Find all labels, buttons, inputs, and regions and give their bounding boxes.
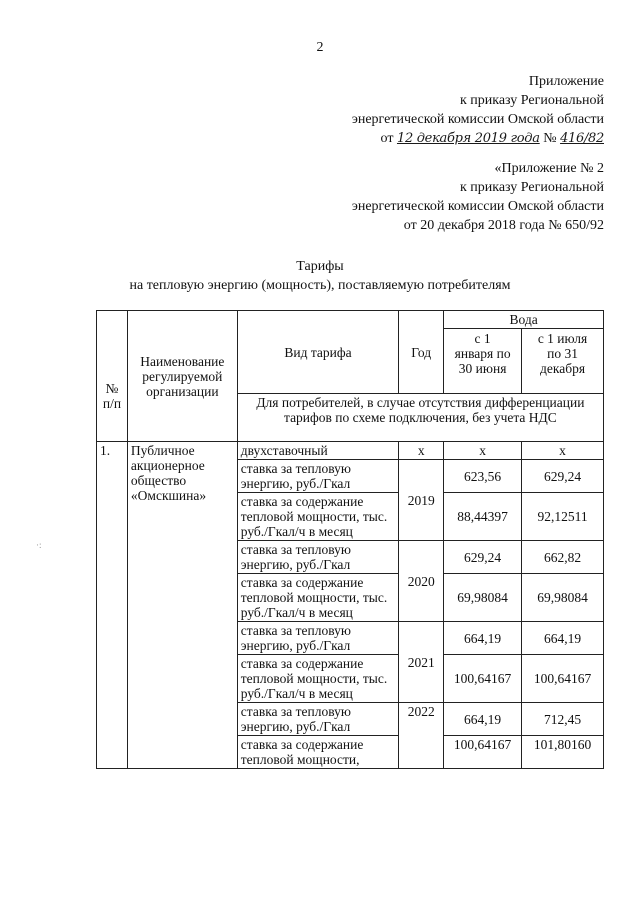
header-note: Для потребителей, в случае отсутствия дифференциации тарифов по схеме подключения, без учета НДС	[237, 394, 603, 442]
table-row	[97, 442, 604, 460]
header-type: Вид тарифа	[237, 311, 399, 394]
energy-value: 623,56	[444, 460, 522, 493]
year-cell: 2019	[399, 460, 444, 541]
energy-value: 629,24	[522, 460, 604, 493]
appendix-line: Приложение	[528, 74, 604, 89]
appendix-line: к приказу Региональной	[459, 180, 604, 195]
capacity-value: 100,64167	[444, 736, 522, 769]
row-number: 1.	[97, 442, 128, 769]
capacity-value: 101,80160	[522, 736, 604, 769]
capacity-rate-label: ставка за содержание тепловой мощности, тыс. руб./Гкал/ч в месяц	[237, 493, 399, 541]
header-period-1: с 1 января по 30 июня	[444, 329, 522, 394]
two-part-v1: х	[444, 442, 522, 460]
energy-rate-label: ставка за тепловую энергию, руб./Гкал	[237, 541, 399, 574]
energy-rate-label: ставка за тепловую энергию, руб./Гкал	[237, 703, 399, 736]
appendix-line: энергетической комиссии Омской области	[351, 112, 604, 127]
page-number: 2	[316, 40, 324, 55]
original-appendix-header	[352, 159, 604, 235]
energy-rate-label: ставка за тепловую энергию, руб./Гкал	[237, 460, 399, 493]
energy-value: 712,45	[522, 703, 604, 736]
appendix-header	[352, 72, 604, 148]
header-org: Наименование регулируемой организации	[127, 311, 237, 442]
appendix-line: «Приложение № 2	[494, 161, 604, 176]
order-date-line	[352, 129, 604, 148]
header-period-2: с 1 июля по 31 декабря	[522, 329, 604, 394]
two-part-label: двухставочный	[237, 442, 399, 460]
energy-value: 664,19	[522, 622, 604, 655]
scan-artifact: ·:	[36, 540, 42, 550]
handwritten-number: 416/82	[560, 131, 604, 146]
capacity-rate-label: ставка за содержание тепловой мощности,	[237, 736, 399, 769]
title-line: Тарифы	[296, 259, 344, 274]
year-cell: 2020	[399, 541, 444, 622]
energy-value: 664,19	[444, 622, 522, 655]
number-label: №	[543, 131, 557, 146]
capacity-value: 100,64167	[522, 655, 604, 703]
header-year: Год	[399, 311, 444, 394]
appendix-line: к приказу Региональной	[459, 93, 604, 108]
title-line: на тепловую энергию (мощность), поставляемую потребителям	[129, 278, 511, 293]
capacity-value: 69,98084	[444, 574, 522, 622]
capacity-value: 69,98084	[522, 574, 604, 622]
header-water: Вода	[444, 311, 604, 329]
capacity-value: 92,12511	[522, 493, 604, 541]
two-part-year: х	[399, 442, 444, 460]
energy-rate-label: ставка за тепловую энергию, руб./Гкал	[237, 622, 399, 655]
capacity-rate-label: ставка за содержание тепловой мощности, тыс. руб./Гкал/ч в месяц	[237, 574, 399, 622]
header-num: № п/п	[97, 311, 128, 442]
handwritten-date: 12 декабря 2019 года	[396, 131, 540, 146]
tariff-table	[96, 310, 604, 769]
org-name: Публичное акционерное общество «Омскшина»	[127, 442, 237, 769]
energy-value: 664,19	[444, 703, 522, 736]
energy-value: 662,82	[522, 541, 604, 574]
table-header-row	[97, 311, 604, 329]
year-cell: 2022	[399, 703, 444, 769]
capacity-value: 100,64167	[444, 655, 522, 703]
capacity-value: 88,44397	[444, 493, 522, 541]
two-part-v2: х	[522, 442, 604, 460]
from-label: от	[380, 131, 394, 146]
capacity-rate-label: ставка за содержание тепловой мощности, тыс. руб./Гкал/ч в месяц	[237, 655, 399, 703]
year-cell: 2021	[399, 622, 444, 703]
appendix-line: энергетической комиссии Омской области	[351, 199, 604, 214]
document-title	[0, 257, 640, 295]
appendix-line: от 20 декабря 2018 года № 650/92	[403, 218, 604, 233]
energy-value: 629,24	[444, 541, 522, 574]
